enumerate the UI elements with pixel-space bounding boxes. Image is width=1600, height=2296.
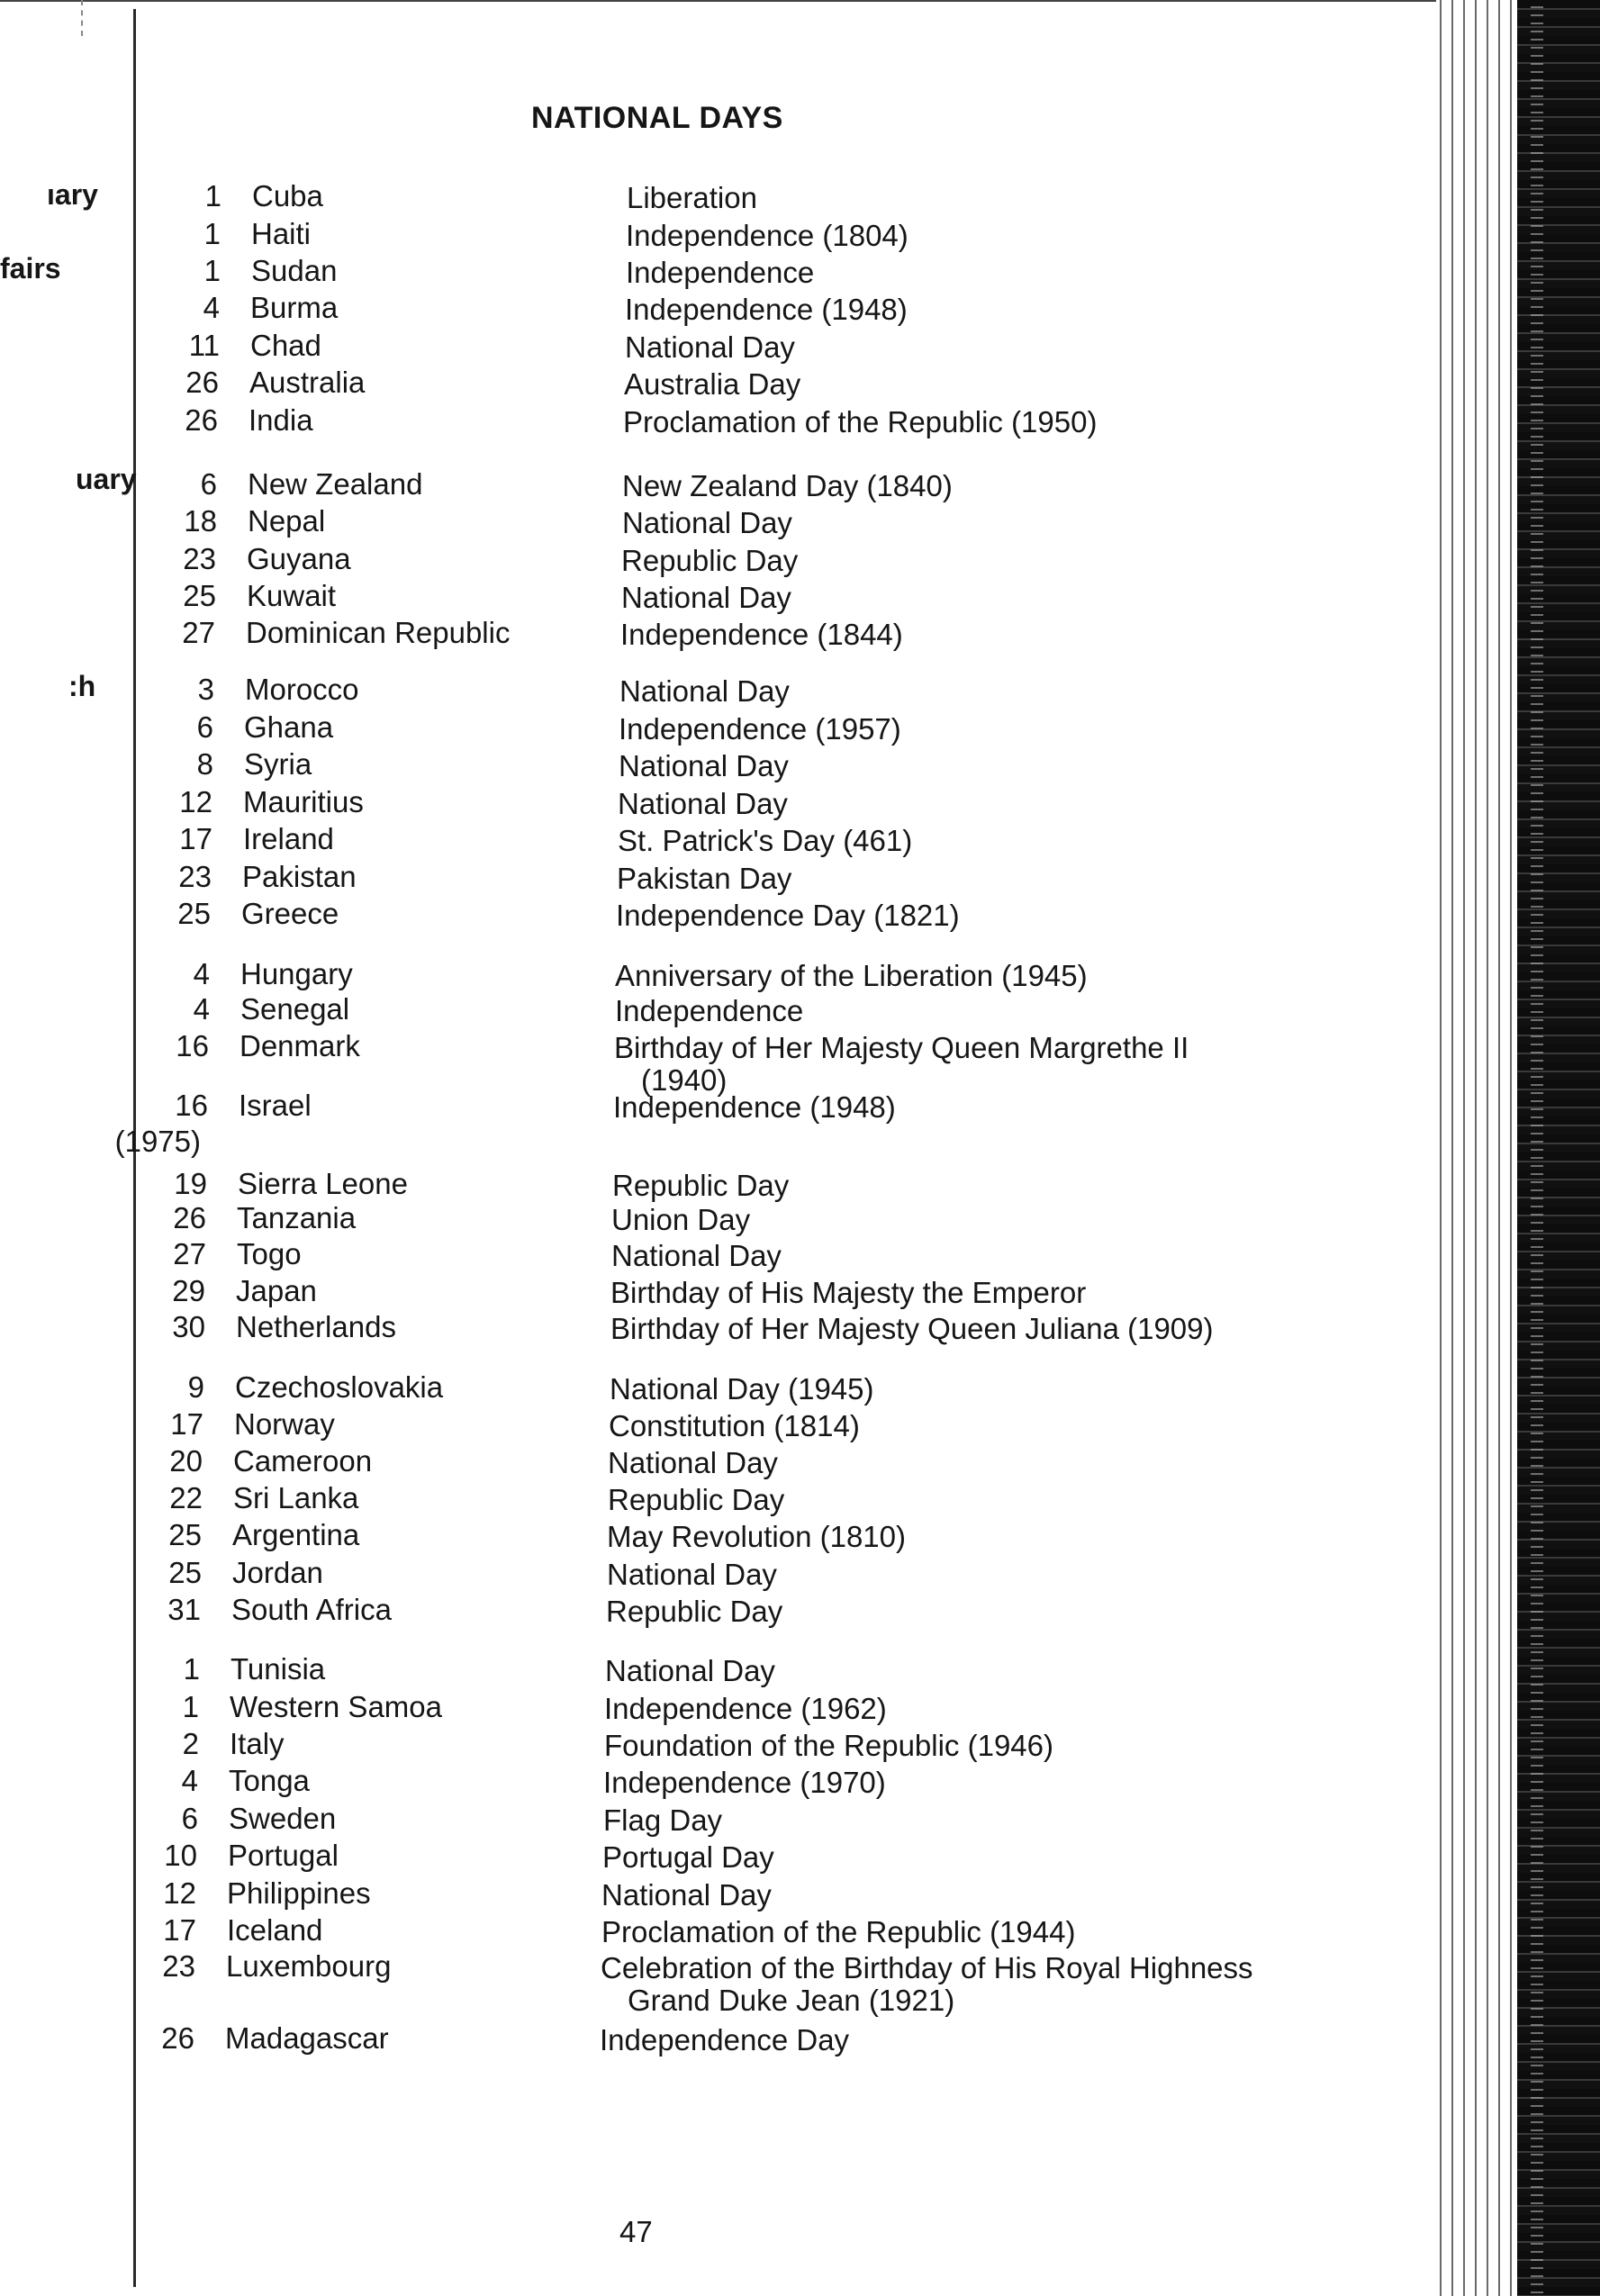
entry-occasion: Union Day [611, 1203, 751, 1236]
entry-day: 22 [169, 1481, 203, 1514]
entry-occasion: National Day [601, 1878, 772, 1912]
entry-occasion: Australia Day [624, 367, 801, 401]
entry-occasion: National Day [619, 674, 790, 708]
entry-row [0, 709, 1441, 746]
entry-country: Burma [250, 291, 339, 324]
entry-occasion: National Day [608, 1446, 778, 1479]
entry-occasion: Independence [626, 256, 815, 289]
entry-day: 29 [172, 1274, 205, 1307]
book-binding [1517, 0, 1600, 2296]
entry-occasion: Constitution (1814) [609, 1409, 860, 1442]
entry-occasion: National Day [625, 330, 795, 364]
entry-day: 10 [164, 1839, 197, 1872]
entry-row [0, 1948, 1441, 1985]
entry-row [0, 1912, 1441, 1949]
entry-row [0, 466, 1441, 503]
entry-day: 11 [188, 329, 220, 362]
entry-day: 23 [162, 1949, 195, 1983]
entry-occasion: Republic Day [608, 1483, 785, 1516]
entry-country: Philippines [227, 1876, 371, 1910]
page-edge-mark [81, 0, 85, 36]
entry-row [0, 990, 1441, 1028]
entry-country: Guyana [247, 542, 351, 575]
entry-country: Haiti [251, 217, 312, 250]
entry-occasion: Independence [615, 994, 804, 1027]
entry-country: Czechoslovakia [235, 1370, 444, 1404]
entry-occasion: National Day [618, 787, 788, 820]
entry-occasion: National Day [611, 1239, 782, 1272]
entry-day: 1 [203, 217, 221, 250]
entry-occasion: Proclamation of the Republic (1950) [623, 405, 1098, 438]
entry-row [0, 614, 1441, 652]
entry-occasion: Independence Day (1821) [616, 899, 960, 932]
entry-row [0, 2020, 1441, 2057]
entry-row [0, 671, 1441, 709]
entry-country: Cuba [252, 179, 323, 212]
entry-occasion: Independence (1804) [626, 219, 908, 252]
left-edge-fragment: fairs [0, 252, 61, 285]
entry-day: 6 [200, 467, 217, 501]
entry-country: India [249, 403, 313, 437]
entry-row [0, 577, 1441, 615]
entry-row [0, 1406, 1441, 1443]
entry-country: Syria [244, 747, 312, 781]
left-edge-fragment: uary [76, 463, 137, 495]
entry-row [0, 402, 1441, 439]
entry-day: 12 [163, 1876, 196, 1910]
entry-day: 1 [203, 254, 221, 287]
entry-day: 4 [193, 992, 210, 1026]
entry-day: 25 [183, 579, 216, 612]
entry-country: Argentina [232, 1518, 360, 1551]
entry-country: Denmark [240, 1029, 360, 1062]
entry-day: 19 [174, 1167, 207, 1200]
entry-row [0, 1516, 1441, 1554]
entry-day: 26 [185, 403, 218, 437]
entry-row [0, 1165, 1441, 1203]
entry-day: 8 [196, 747, 213, 781]
entry-occasion: St. Patrick's Day (461) [618, 824, 913, 857]
entry-day: 6 [181, 1802, 198, 1835]
entry-country: Jordan [232, 1556, 323, 1589]
entry-country: Western Samoa [230, 1690, 442, 1723]
entry-occasion: National Day [607, 1558, 777, 1591]
entry-occasion: Birthday of His Majesty the Emperor [610, 1276, 1087, 1309]
entry-occasion: Republic Day [606, 1595, 783, 1628]
entry-occasion: Celebration of the Birthday of His Royal Highness [601, 1951, 1253, 1984]
entry-day: 4 [181, 1764, 198, 1797]
entry-day: 27 [182, 616, 215, 649]
entry-day: 6 [196, 710, 213, 744]
entry-country: Togo [237, 1237, 302, 1270]
entry-occasion-cont: Grand Duke Jean (1921) [628, 1984, 955, 2017]
entry-day: 16 [175, 1089, 208, 1122]
entry-occasion: Portugal Day [602, 1840, 774, 1874]
entry-row [0, 1272, 1441, 1310]
entry-country: Mauritius [243, 785, 364, 818]
entry-day: 1 [204, 179, 221, 212]
entry-row [0, 1591, 1441, 1629]
entry-country: Tonga [229, 1764, 310, 1797]
entry-country: Ghana [244, 710, 334, 744]
entry-day: 31 [167, 1593, 201, 1626]
entry-day: 17 [179, 822, 212, 855]
entry-occasion: Republic Day [621, 544, 799, 577]
entry-day: 2 [182, 1727, 199, 1760]
entry-occasion: Independence (1957) [619, 712, 901, 746]
entry-occasion: Independence (1844) [620, 618, 903, 651]
entry-row [0, 215, 1441, 253]
entry-row [0, 289, 1441, 327]
binding-texture [1531, 0, 1543, 2296]
entry-country: Japan [236, 1274, 317, 1307]
entry-day: 9 [187, 1370, 204, 1404]
entry-day: 1 [183, 1652, 200, 1686]
entry-occasion: Liberation [627, 181, 757, 214]
entry-row [0, 1479, 1441, 1517]
entry-country: Chad [250, 329, 321, 362]
entry-day: 25 [177, 897, 211, 930]
entry-country: Tunisia [231, 1652, 326, 1686]
entry-day-note-text: (1975) [114, 1125, 201, 1158]
entry-day: 30 [172, 1310, 205, 1343]
entry-occasion: National Day [622, 506, 792, 539]
entry-row [0, 540, 1441, 578]
entry-row [0, 1554, 1441, 1592]
entry-country: Greece [241, 897, 339, 930]
entry-day: 1 [182, 1690, 199, 1723]
entry-row [0, 252, 1441, 290]
entry-country: Italy [230, 1727, 285, 1760]
entry-country: Madagascar [225, 2021, 389, 2055]
entry-row [0, 1369, 1441, 1406]
entry-day: 12 [179, 785, 212, 818]
entry-day: 23 [178, 860, 212, 893]
entry-occasion: Republic Day [612, 1169, 790, 1202]
entry-occasion: Independence (1962) [604, 1692, 887, 1725]
entry-occasion: Proclamation of the Republic (1944) [601, 1915, 1076, 1948]
entry-country: New Zealand [248, 467, 423, 501]
entry-country: Sierra Leone [238, 1167, 408, 1200]
page-title: NATIONAL DAYS [531, 101, 783, 135]
entry-country: Israel [239, 1089, 312, 1122]
entry-day: 17 [163, 1913, 196, 1947]
entry-row [0, 1650, 1441, 1688]
entry-occasion: Independence Day [600, 2023, 850, 2056]
left-edge-fragment: ıary [47, 178, 98, 211]
entry-country: Sudan [251, 254, 338, 287]
entry-country: Norway [234, 1407, 335, 1441]
entry-row [0, 1762, 1441, 1800]
entry-country: Hungary [240, 957, 353, 990]
entry-occasion: May Revolution (1810) [607, 1520, 906, 1553]
entry-day: 26 [161, 2021, 194, 2055]
entry-row [0, 1875, 1441, 1912]
entry-occasion: Independence (1948) [613, 1090, 896, 1124]
entry-country: Ireland [243, 822, 334, 855]
entry-country: Kuwait [247, 579, 337, 612]
entry-day: 27 [173, 1237, 206, 1270]
entry-country: Pakistan [242, 860, 357, 893]
entry-occasion: National Day [605, 1654, 775, 1687]
entry-occasion: Flag Day [603, 1803, 723, 1837]
entry-row [0, 746, 1441, 783]
entry-country: Morocco [245, 673, 359, 706]
entry-row [0, 327, 1441, 365]
entry-occasion: Birthday of Her Majesty Queen Juliana (1909) [610, 1312, 1214, 1345]
entry-row [0, 1235, 1441, 1273]
entry-country: Netherlands [236, 1310, 396, 1343]
entry-country: Luxembourg [226, 1949, 392, 1983]
book-spine-edge [1436, 0, 1517, 2296]
entry-day: 16 [176, 1029, 209, 1062]
entry-day: 25 [168, 1556, 202, 1589]
entry-day: 4 [203, 291, 220, 324]
entry-occasion: New Zealand Day (1840) [622, 469, 953, 502]
entry-occasion: Pakistan Day [617, 862, 792, 895]
entry-row [0, 1199, 1441, 1237]
page-number: 47 [619, 2215, 653, 2248]
entry-occasion: Foundation of the Republic (1946) [604, 1729, 1053, 1762]
entry-country: Australia [249, 366, 366, 399]
entry-day: 25 [168, 1518, 202, 1551]
entry-occasion: Birthday of Her Majesty Queen Margrethe II [614, 1031, 1189, 1064]
entry-row [0, 502, 1441, 540]
entry-day: 17 [170, 1407, 203, 1441]
entry-occasion-cont: (1940) [641, 1063, 728, 1097]
entry-day: 26 [185, 366, 219, 399]
entry-country: Senegal [240, 992, 350, 1026]
entry-day: 20 [169, 1444, 203, 1478]
entry-day: 3 [197, 673, 214, 706]
entry-day-note [0, 1123, 1441, 1161]
entry-day: 18 [184, 504, 217, 538]
left-edge-fragment: :h [68, 670, 96, 702]
entry-country: Dominican Republic [246, 616, 511, 649]
entry-row [0, 1027, 1441, 1065]
entry-occasion: Anniversary of the Liberation (1945) [615, 959, 1088, 992]
entry-row [0, 1800, 1441, 1838]
entry-country: Iceland [227, 1913, 323, 1947]
entry-occasion: National Day [619, 749, 789, 782]
entry-row [0, 783, 1441, 821]
entry-country: Cameroon [233, 1444, 373, 1478]
top-edge-line [0, 0, 1441, 2]
entry-row [0, 1837, 1441, 1875]
entry-row [0, 1688, 1441, 1726]
entry-row [0, 895, 1441, 933]
entry-country: South Africa [231, 1593, 392, 1626]
entry-day: 26 [173, 1201, 206, 1234]
entry-occasion: Independence (1970) [603, 1766, 886, 1799]
entry-row [0, 820, 1441, 858]
entry-occasion: Independence (1948) [625, 293, 908, 326]
entry-row [0, 1725, 1441, 1763]
entry-day: 23 [183, 542, 216, 575]
entry-country: Tanzania [237, 1201, 357, 1234]
entry-row [0, 955, 1441, 993]
entry-row [0, 177, 1441, 215]
entry-row [0, 1442, 1441, 1480]
entry-country: Sri Lanka [233, 1481, 359, 1514]
entry-occasion: National Day (1945) [610, 1372, 874, 1406]
entry-occasion: National Day [621, 581, 791, 614]
entry-country: Portugal [228, 1839, 339, 1872]
entry-country: Sweden [229, 1802, 337, 1835]
entry-row [0, 1087, 1441, 1125]
entry-country: Nepal [248, 504, 326, 538]
entry-occasion-continuation [0, 1982, 1441, 2020]
entry-day: 4 [193, 957, 210, 990]
entry-row [0, 1308, 1441, 1346]
entry-row [0, 858, 1441, 896]
entry-row [0, 364, 1441, 402]
